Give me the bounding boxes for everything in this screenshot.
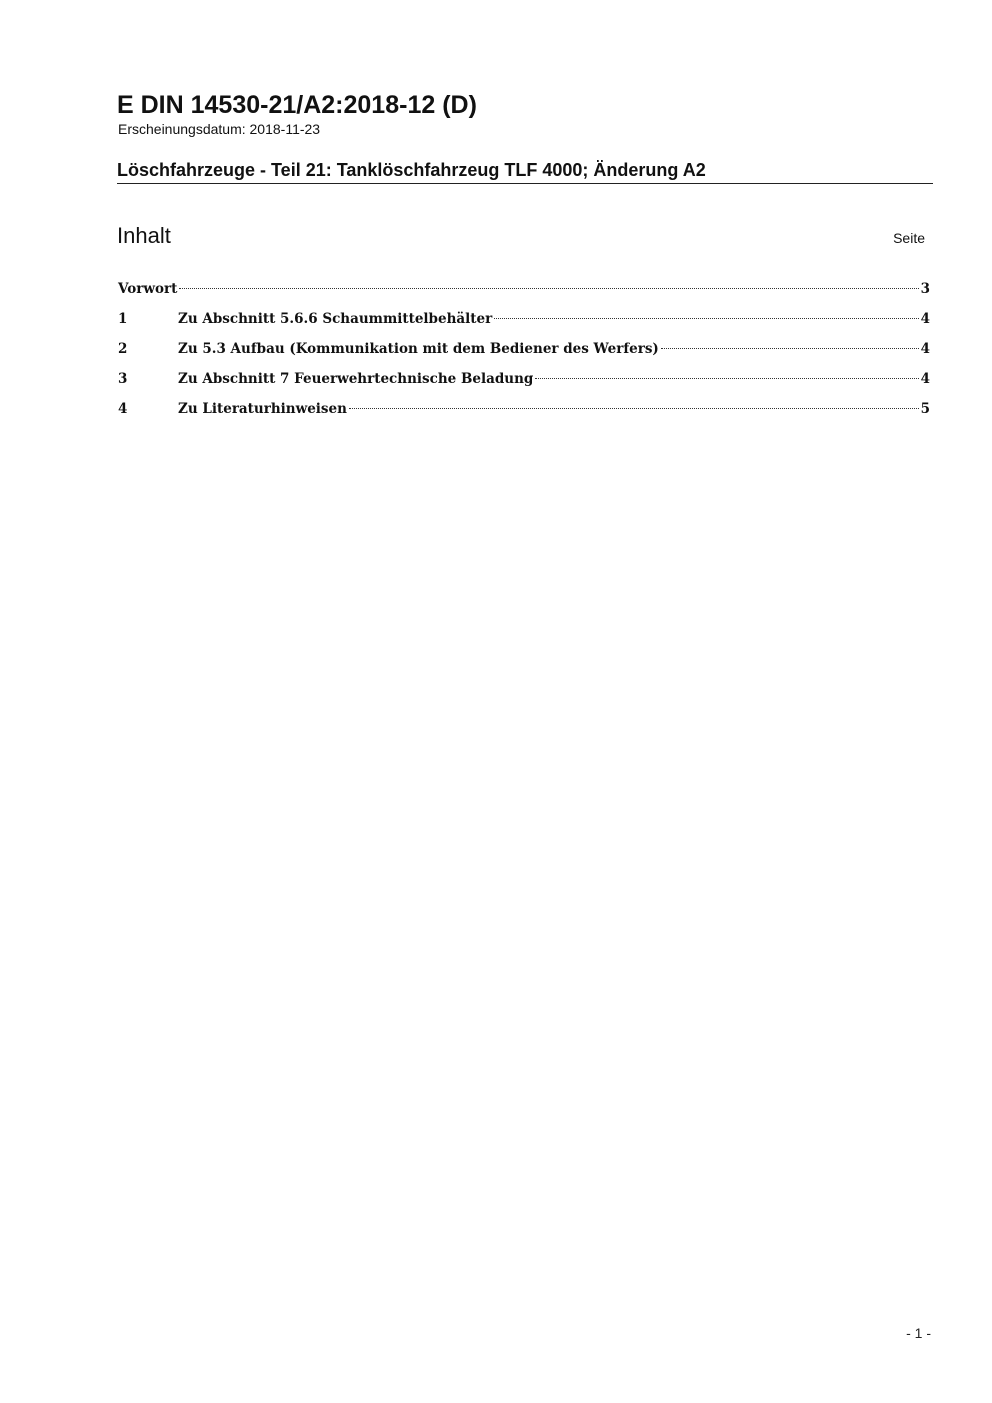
- toc-dot-leader: [535, 378, 918, 379]
- toc-entry-section-2[interactable]: [118, 339, 930, 369]
- toc-dot-leader: [494, 318, 918, 319]
- toc-dot-leader: [349, 408, 919, 409]
- toc-entry-page: 4: [920, 311, 930, 327]
- page-number: - 1 -: [906, 1325, 931, 1341]
- toc-entry-section-3[interactable]: [118, 369, 930, 399]
- page-column-label: Seite: [893, 230, 925, 246]
- toc-dot-leader: [661, 348, 919, 349]
- toc-entry-number: 4: [118, 401, 128, 417]
- toc-entry-vorwort[interactable]: [118, 279, 930, 309]
- toc-entry-title: Zu Abschnitt 7 Feuerwehrtechnische Beladung: [178, 371, 534, 387]
- publication-date: Erscheinungsdatum: 2018-11-23: [118, 121, 321, 137]
- toc-entry-title: Zu 5.3 Aufbau (Kommunikation mit dem Bediener des Werfers): [178, 341, 659, 357]
- toc-entry-section-4[interactable]: [118, 399, 930, 429]
- toc-entry-page: 3: [920, 281, 930, 297]
- toc-entry-number: 3: [118, 371, 128, 387]
- toc-entry-page: 4: [920, 371, 930, 387]
- document-title: Löschfahrzeuge - Teil 21: Tanklöschfahrzeug TLF 4000; Änderung A2: [117, 159, 933, 184]
- document-id: E DIN 14530-21/A2:2018-12 (D): [117, 91, 477, 119]
- toc-entry-title: Zu Literaturhinweisen: [178, 401, 347, 417]
- toc-entry-section-1[interactable]: [118, 309, 930, 339]
- toc-entry-number: 1: [118, 311, 128, 327]
- table-of-contents: [118, 279, 930, 429]
- toc-entry-number: 2: [118, 341, 128, 357]
- toc-heading: Inhalt: [117, 223, 171, 248]
- toc-entry-page: 4: [920, 341, 930, 357]
- toc-entry-page: 5: [920, 401, 930, 417]
- toc-dot-leader: [179, 288, 918, 289]
- toc-entry-title: Zu Abschnitt 5.6.6 Schaummittelbehälter: [178, 311, 493, 327]
- toc-entry-title: Vorwort: [118, 281, 178, 297]
